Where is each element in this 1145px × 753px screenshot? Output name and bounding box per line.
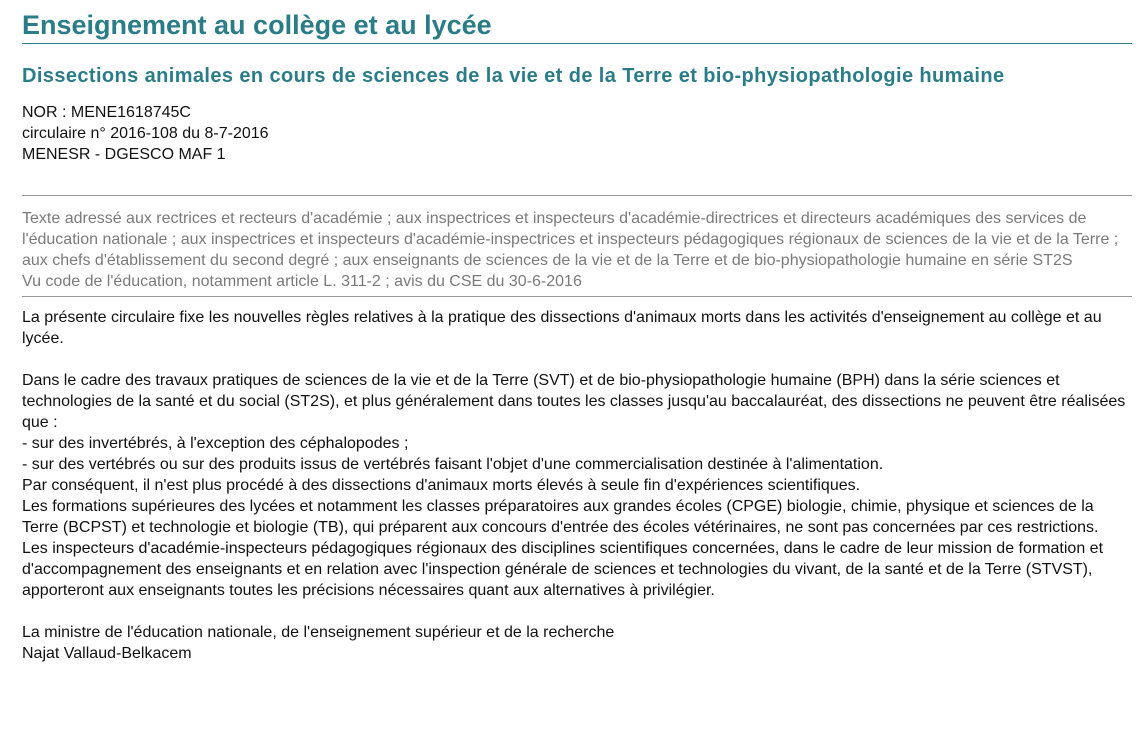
reference-block: [22, 102, 1132, 165]
list-item-vertebrates: - sur des vertébrés ou sur des produits issus de vertébrés faisant l'objet d'une commercialisation destinée à l'alimentation.: [22, 456, 884, 473]
inspectors-paragraph: Les inspecteurs d'académie-inspecteurs pédagogiques régionaux des disciplines scientifiques concernées, dans le cadre de leur mission de formation et d'accompagnement des enseignants et en relation avec l'inspection générale de sciences et technologies du vivant, de la santé et de la Terre (STVST), apporteront aux enseignants toutes les précisions nécessaires quant aux alternatives à privilégier.: [22, 540, 1104, 599]
signature-name: Najat Vallaud-Belkacem: [22, 645, 192, 662]
higher-education-paragraph: Les formations supérieures des lycées et notamment les classes préparatoires aux grandes écoles (CPGE) biologie, chimie, physique et sciences de la Terre (BCPST) et technologie et biologie (TB), qui préparent aux concours d'entrée des écoles vétérinaires, ne sont pas concernées par ces restrictions.: [22, 498, 1099, 536]
context-paragraph: Dans le cadre des travaux pratiques de sciences de la vie et de la Terre (SVT) et de bio-physiopathologie humaine (BPH) dans la série sciences et technologies de la santé et du social (ST2S), et plus généralement dans toutes les classes jusqu'au baccalauréat, des dissections ne peuvent être réalisées que :: [22, 372, 1126, 431]
legal-basis-text: Vu code de l'éducation, notamment article L. 311-2 ; avis du CSE du 30-6-2016: [22, 273, 582, 290]
paragraph-gap: [22, 601, 1132, 622]
paragraph-gap: [22, 349, 1132, 370]
addressed-to-text: Texte adressé aux rectrices et recteurs d'académie ; aux inspectrices et inspecteurs d'académie-directrices et directeurs académiques des services de l'éducation nationale ; aux inspectrices et inspecteurs d'académie-inspectrices et inspecteurs pédagogiques régionaux de sciences de la vie et de la Terre ; aux chefs d'établissement du second degré ; aux enseignants de sciences de la vie et de la Terre et de bio-physiopathologie humaine en série ST2S: [22, 210, 1119, 269]
list-item-invertebrates: - sur des invertébrés, à l'exception des céphalopodes ;: [22, 435, 409, 452]
intro-paragraph: La présente circulaire fixe les nouvelles règles relatives à la pratique des dissections d'animaux morts dans les activités d'enseignement au collège et au lycée.: [22, 309, 1102, 347]
circular-body: [22, 307, 1132, 664]
issuer-reference: MENESR - DGESCO MAF 1: [22, 146, 226, 163]
circulaire-reference: circulaire n° 2016-108 du 8-7-2016: [22, 125, 269, 142]
consequence-paragraph: Par conséquent, il n'est plus procédé à des dissections d'animaux morts élevés à seule fin d'expériences scientifiques.: [22, 477, 861, 494]
nor-reference: NOR : MENE1618745C: [22, 104, 191, 121]
signature-role: La ministre de l'éducation nationale, de l'enseignement supérieur et de la recherche: [22, 624, 615, 641]
section-title: Enseignement au collège et au lycée: [22, 8, 1132, 44]
addressees-block: [22, 208, 1132, 292]
article-title: Dissections animales en cours de sciences de la vie et de la Terre et bio-physiopathologie humaine: [22, 65, 1005, 87]
divider-top: [22, 195, 1132, 196]
divider-bottom: [22, 296, 1132, 297]
